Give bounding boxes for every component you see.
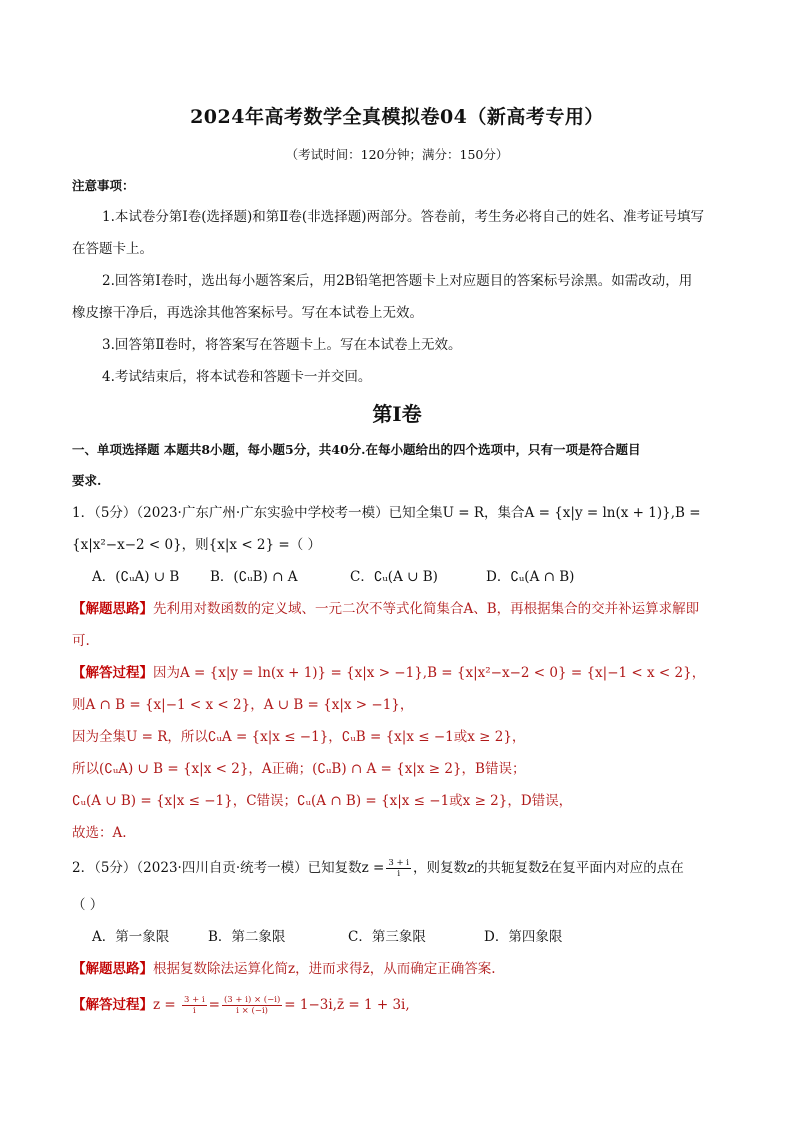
q2-option-a: A．第一象限 [92, 929, 170, 945]
q2-stem-line-1 [72, 858, 728, 879]
q2-option-b: B．第二象限 [208, 929, 286, 945]
q2-proc-line [72, 995, 728, 1016]
q2-option-c: C．第三象限 [348, 929, 426, 945]
notes-heading: 注意事项： [72, 178, 135, 193]
note-line-1: 1.本试卷分第Ⅰ卷(选择题)和第Ⅱ卷(非选择题)两部分。答卷前，考生务必将自己的姓名、准考证号填写 [102, 209, 704, 225]
q1-answer: 故选：A. [72, 825, 127, 841]
exam-title: 2024年高考数学全真模拟卷04（新高考专用） [190, 106, 604, 128]
q2-idea-tag: 【解题思路】 [72, 961, 153, 977]
q1-options [92, 567, 728, 587]
part-heading-line-1: 一、单项选择题 本题共8小题，每小题5分，共40分.在每小题给出的四个选项中，只有一项是符合题目 [72, 442, 641, 457]
q2-proc-eq: = [208, 997, 220, 1013]
q2-option-d: D．第四象限 [484, 929, 563, 945]
q1-stem-line-2: {x|x²−x−2 < 0}，则{x|x < 2} =（ ） [72, 537, 322, 553]
q2-proc-fraction-2 [222, 995, 282, 1016]
q2-options [92, 927, 728, 947]
q2-idea-line [72, 959, 728, 979]
note-line-3: 2.回答第Ⅰ卷时，选出每小题答案后，用2B铅笔把答题卡上对应题目的答案标号涂黑。如需改动，用 [102, 273, 693, 289]
q1-proc-line-5: ∁ᵤ(A ∪ B) = {x|x ≤ −1}，C错误；∁ᵤ(A ∩ B) = {x|x ≤ −1或x ≥ 2}，D错误， [72, 793, 573, 809]
q1-option-b: B．(∁ᵤB) ∩ A [210, 569, 298, 585]
q1-proc-line-3: 因为全集U = R，所以∁ᵤA = {x|x ≤ −1}，∁ᵤB = {x|x ≤ −1或x ≥ 2}， [72, 729, 526, 745]
q1-option-d: D．∁ᵤ(A ∩ B) [486, 569, 575, 585]
exam-subtitle: （考试时间：120分钟；满分：150分） [285, 147, 509, 162]
q2-fraction [386, 858, 411, 879]
note-line-2: 在答题卡上。 [72, 241, 153, 257]
q2-proc-fraction-1 [182, 995, 207, 1016]
q1-option-c: C．∁ᵤ(A ∪ B) [350, 569, 438, 585]
q1-proc-line-1 [72, 663, 728, 683]
q1-idea-tag: 【解题思路】 [72, 601, 153, 617]
q1-proc-tag: 【解答过程】 [72, 665, 153, 681]
q2-proc-fraction-2-den: i × (−i) [236, 1006, 268, 1016]
q1-stem-line-1: 1．（5分）（2023·广东广州·广东实验中学校考一模）已知全集U = R，集合A = {x|y = ln(x + 1)},B = [72, 505, 701, 521]
q1-idea-text: 先利用对数函数的定义域、一元二次不等式化简集合A、B，再根据集合的交并补运算求解即 [153, 601, 700, 617]
q1-idea-line-1 [72, 599, 728, 619]
q2-stem-line-2: （ ） [72, 897, 104, 913]
q1-option-a: A．(∁ᵤA) ∪ B [92, 569, 180, 585]
q2-proc-fraction-1-den: i [192, 1006, 196, 1016]
q1-proc-text: 因为A = {x|y = ln(x + 1)} = {x|x > −1},B = {x|x²−x−2 < 0} = {x|−1 < x < 2}， [153, 665, 706, 681]
q1-proc-line-4: 所以(∁ᵤA) ∪ B = {x|x < 2}，A正确；(∁ᵤB) ∩ A = {x|x ≥ 2}，B错误； [72, 761, 526, 777]
q2-fraction-num: 3 + i [388, 858, 409, 868]
q2-proc-fraction-2-num: (3 + i) × (−i) [223, 995, 281, 1005]
note-line-5: 3.回答第Ⅱ卷时，将答案写在答题卡上。写在本试卷上无效。 [102, 337, 462, 353]
q2-proc-fraction-1-num: 3 + i [184, 995, 205, 1005]
section-title: 第Ⅰ卷 [372, 402, 422, 426]
q1-idea-line-2: 可. [72, 633, 90, 649]
part-heading-line-2: 要求. [72, 473, 102, 488]
q2-proc-a: z = [153, 997, 176, 1013]
q2-stem-b: ，则复数z的共轭复数z̄在复平面内对应的点在 [413, 860, 684, 876]
note-line-6: 4.考试结束后，将本试卷和答题卡一并交回。 [102, 369, 372, 385]
q1-proc-line-2: 则A ∩ B = {x|−1 < x < 2}，A ∪ B = {x|x > −1}， [72, 697, 414, 713]
q2-idea-text: 根据复数除法运算化简z，进而求得z̄，从而确定正确答案. [153, 961, 496, 977]
q2-fraction-den: i [397, 869, 401, 879]
q2-proc-b: = 1−3i,z̄ = 1 + 3i, [284, 997, 410, 1013]
note-line-4: 橡皮擦干净后，再选涂其他答案标号。写在本试卷上无效。 [72, 305, 423, 321]
q2-proc-tag: 【解答过程】 [72, 997, 153, 1013]
q2-stem-a: 2．（5分）（2023·四川自贡·统考一模）已知复数z = [72, 860, 385, 876]
